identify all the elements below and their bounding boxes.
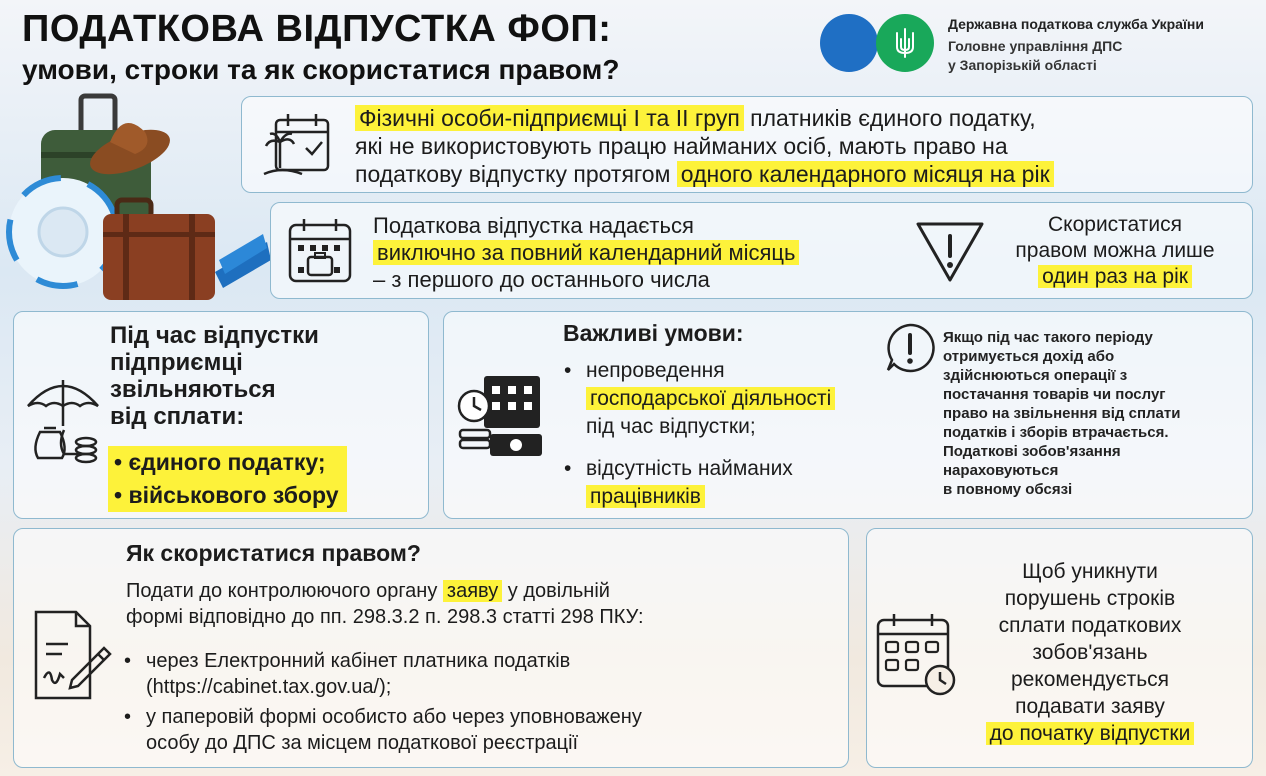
- once-per-year-text: Скористатися правом можна лише один раз на рік: [1015, 213, 1215, 288]
- building-clock-money-icon: [456, 372, 546, 460]
- before-vacation-highlight: до початку відпустки: [986, 722, 1195, 745]
- org-region: у Запорізькій області: [948, 57, 1097, 73]
- business-activity-highlight: господарської діяльності: [586, 387, 835, 410]
- page-title: ПОДАТКОВА ВІДПУСТКА ФОП:: [22, 8, 612, 50]
- list-item: • у паперовій формі особисто або через уповноважену особу до ДПС за місцем податкової реєстрації: [122, 704, 642, 756]
- how-to-apply-heading: Як скористатися правом?: [126, 540, 421, 566]
- full-month-text: Податкова відпустка надається виключно за повний календарний місяць – з першого до останнього числа: [373, 212, 799, 293]
- how-to-apply-text: Подати до контролюючого органу заяву у довільній формі відповідно до пп. 298.3.2 п. 298.3 статті 298 ПКУ:: [126, 580, 644, 628]
- org-department: Головне управління ДПС: [948, 38, 1123, 54]
- trident-icon: [893, 27, 917, 59]
- cabinet-link[interactable]: (https://cabinet.tax.gov.ua/);: [146, 676, 392, 698]
- eligibility-highlight: Фізичні особи-підприємці І та ІІ груп: [355, 105, 744, 131]
- warning-triangle-icon: [914, 218, 986, 284]
- once-per-year-highlight: один раз на рік: [1038, 265, 1192, 288]
- suitcase-illustration: [5, 92, 273, 307]
- conditions-list: [562, 358, 835, 510]
- list-item: • відсутність найманих працівників: [562, 456, 835, 510]
- page-subtitle: умови, строки та як скористатися правом?: [22, 54, 620, 85]
- calendar-palm-icon: [262, 110, 334, 182]
- exemption-list: [108, 446, 347, 512]
- full-month-highlight: виключно за повний календарний місяць: [373, 240, 799, 265]
- application-highlight: заяву: [443, 580, 502, 602]
- umbrella-money-icon: [24, 372, 102, 464]
- list-item: • непроведення господарської діяльності під час відпустки;: [562, 358, 835, 440]
- exemption-heading: Під час відпустки підприємці звільняються від сплати:: [110, 322, 319, 430]
- eligibility-text: Фізичні особи-підприємці І та ІІ груп платників єдиного податку, які не використовують працю найманих осіб, мають право на податкову відпустку протягом одного календарного місяця на рік: [355, 104, 1054, 188]
- conditions-note: Якщо під час такого періоду отримується дохід або здійснюються операції з постачання товарів чи послуг право на звільнення від сплати податків і зборів втрачається. Податкові зобов'язання нараховуються в повному обсязі: [943, 329, 1181, 498]
- conditions-heading: Важливі умови:: [563, 320, 744, 346]
- logo-blue-circle: [820, 14, 878, 72]
- list-item: • військового збору: [108, 479, 347, 512]
- employees-highlight: працівників: [586, 485, 705, 508]
- org-name: Державна податкова служба України: [948, 16, 1204, 32]
- duration-highlight: одного календарного місяця на рік: [677, 161, 1054, 187]
- exclamation-circle-icon: [884, 322, 936, 374]
- logo-green-circle: [876, 14, 934, 72]
- recommendation-text: Щоб уникнути порушень строків сплати податкових зобов'язань рекомендується подавати заяву до початку відпустки: [940, 558, 1240, 747]
- list-item: • єдиного податку;: [108, 446, 347, 479]
- document-pen-icon: [28, 608, 114, 704]
- how-to-apply-list: [122, 648, 642, 756]
- calendar-suitcase-icon: [284, 215, 356, 287]
- list-item: • через Електронний кабінет платника податків (https://cabinet.tax.gov.ua/);: [122, 648, 642, 700]
